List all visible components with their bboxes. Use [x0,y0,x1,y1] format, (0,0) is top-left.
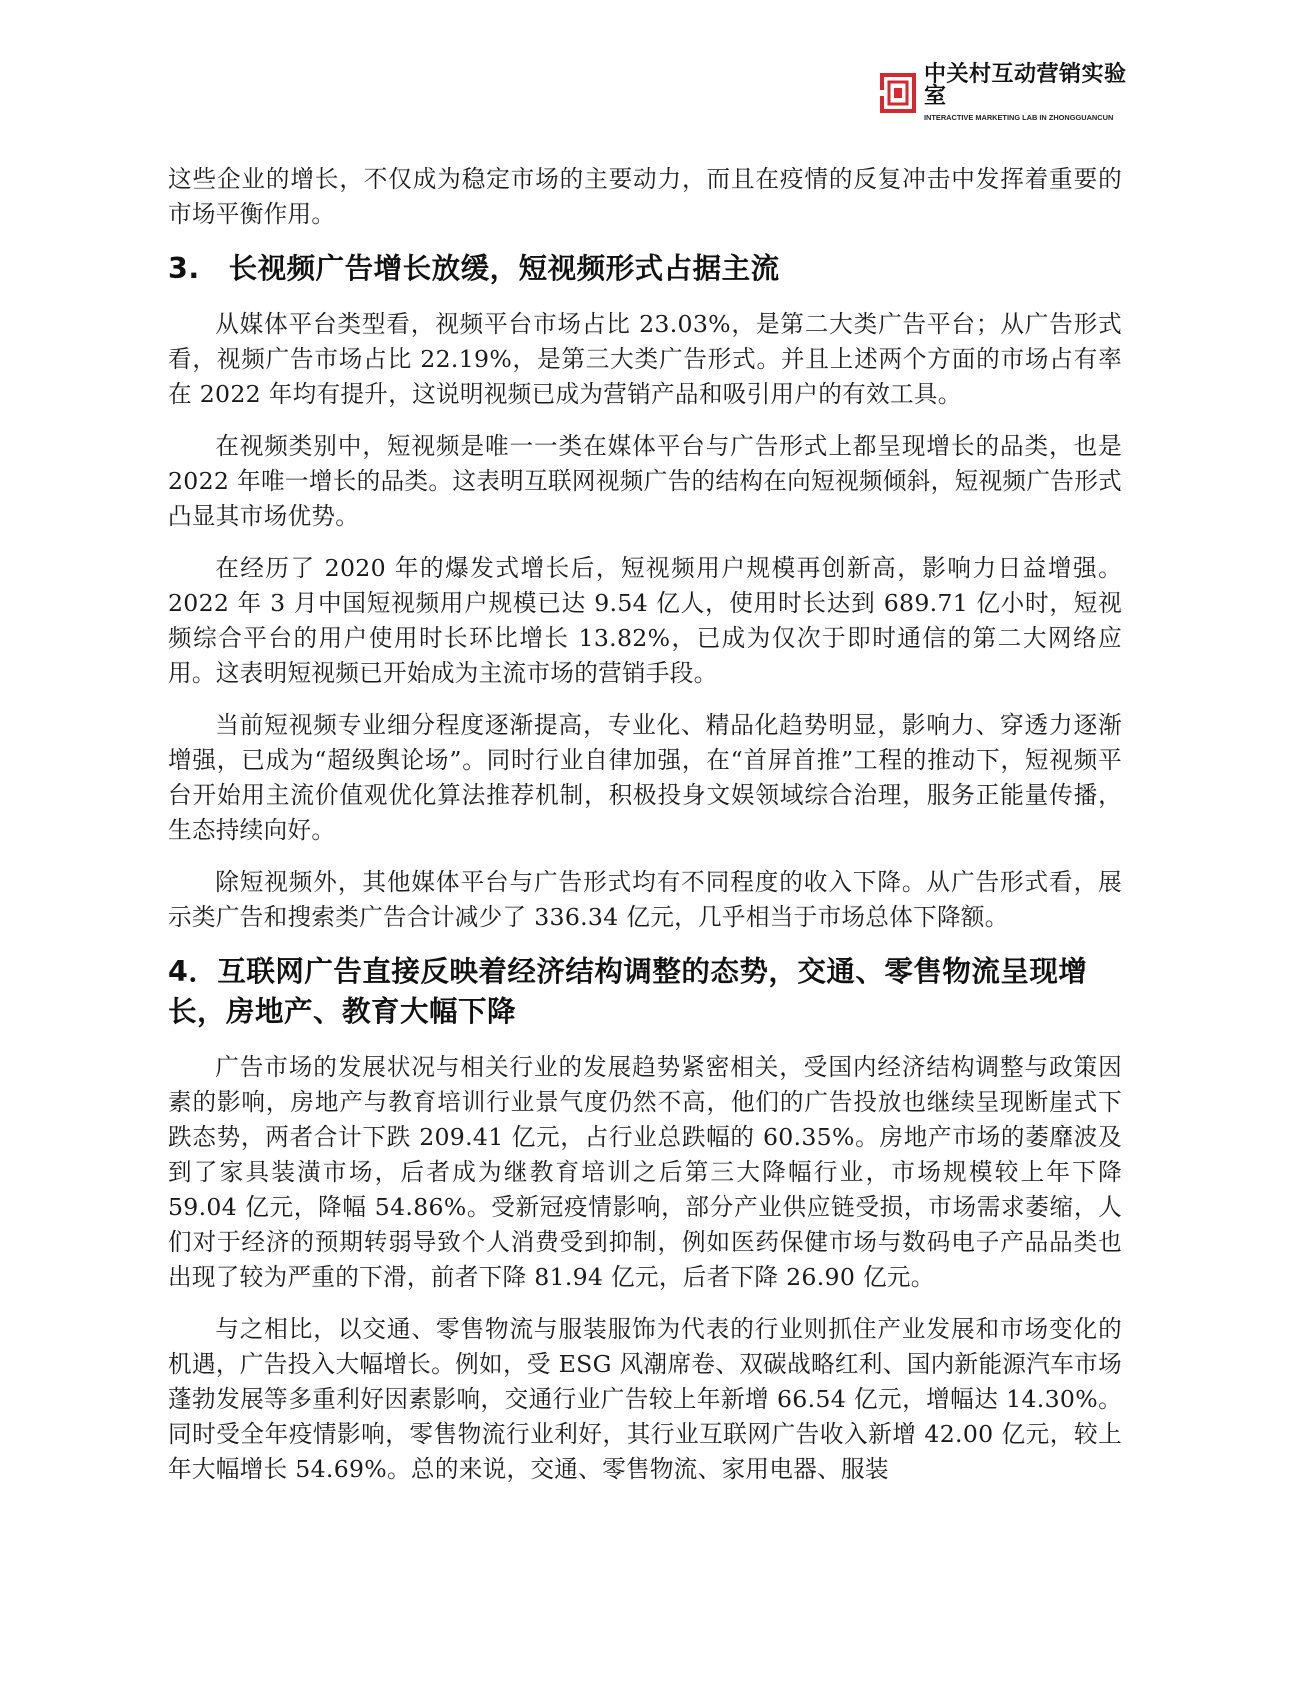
section-3-paragraph-1: 从媒体平台类型看，视频平台市场占比 23.03%，是第二大类广告平台；从广告形式看，视频广告市场占比 22.19%，是第三大类广告形式。并且上述两个方面的市场占有率在 2022 年均有提升，这说明视频已成为营销产品和吸引用户的有效工具。 [168,310,1122,408]
header-logo [880,62,1140,123]
section-3-paragraph-5: 除短视频外，其他媒体平台与广告形式均有不同程度的收入下降。从广告形式看，展示类广告和搜索类广告合计减少了 336.34 亿元，几乎相当于市场总体下降额。 [168,868,1122,931]
intro-paragraph: 这些企业的增长，不仅成为稳定市场的主要动力，而且在疫情的反复冲击中发挥着重要的市场平衡作用。 [168,165,1122,228]
section-4-heading: 4．互联网广告直接反映着经济结构调整的态势，交通、零售物流呈现增长，房地产、教育大幅下降 [168,955,1088,1028]
section-3-paragraph-2: 在视频类别中，短视频是唯一一类在媒体平台与广告形式上都呈现增长的品类，也是 2022 年唯一增长的品类。这表明互联网视频广告的结构在向短视频倾斜，短视频广告形式凸显其市场优势。 [168,432,1122,530]
lab-logo-icon [880,73,916,113]
section-3-heading: 3. 长视频广告增长放缓，短视频形式占据主流 [168,252,780,285]
section-3-paragraph-3: 在经历了 2020 年的爆发式增长后，短视频用户规模再创新高，影响力日益增强。2022 年 3 月中国短视频用户规模已达 9.54 亿人，使用时长达到 689.71 亿小时，短视频综合平台的用户使用时长环比增长 13.82%，已成为仅次于即时通信的第二大网络应用。这表明短视频已开始成为主流市场的营销手段。 [168,554,1122,687]
section-4-paragraph-1: 广告市场的发展状况与相关行业的发展趋势紧密相关，受国内经济结构调整与政策因素的影响，房地产与教育培训行业景气度仍然不高，他们的广告投放也继续呈现断崖式下跌态势，两者合计下跌 209.41 亿元，占行业总跌幅的 60.35%。房地产市场的萎靡波及到了家具装潢市场，后者成为继教育培训之后第三大降幅行业，市场规模较上年下降 59.04 亿元，降幅 54.86%。受新冠疫情影响，部分产业供应链受损，市场需求萎缩，人们对于经济的预期转弱导致个人消费受到抑制，例如医药保健市场与数码电子产品品类也出现了较为严重的下滑，前者下降 81.94 亿元，后者下降 26.90 亿元。 [168,1053,1122,1291]
section-3-paragraph-4: 当前短视频专业细分程度逐渐提高，专业化、精品化趋势明显，影响力、穿透力逐渐增强，已成为“超级舆论场”。同时行业自律加强，在“首屏首推”工程的推动下，短视频平台开始用主流价值观优化算法推荐机制，积极投身文娱领域综合治理，服务正能量传播，生态持续向好。 [168,711,1122,844]
document-body [168,162,1122,1504]
logo-subtitle: INTERACTIVE MARKETING LAB IN ZHONGGUANCUN [924,113,1114,123]
logo-text [924,64,1140,121]
section-4-paragraph-2: 与之相比，以交通、零售物流与服装服饰为代表的行业则抓住产业发展和市场变化的机遇，广告投入大幅增长。例如，受 ESG 风潮席卷、双碳战略红利、国内新能源汽车市场蓬勃发展等多重利好因素影响，交通行业广告较上年新增 66.54 亿元，增幅达 14.30%。同时受全年疫情影响，零售物流行业利好，其行业互联网广告收入新增 42.00 亿元，较上年大幅增长 54.69%。总的来说，交通、零售物流、家用电器、服装 [168,1315,1122,1483]
logo-title: 中关村互动营销实验室 [924,62,1127,110]
